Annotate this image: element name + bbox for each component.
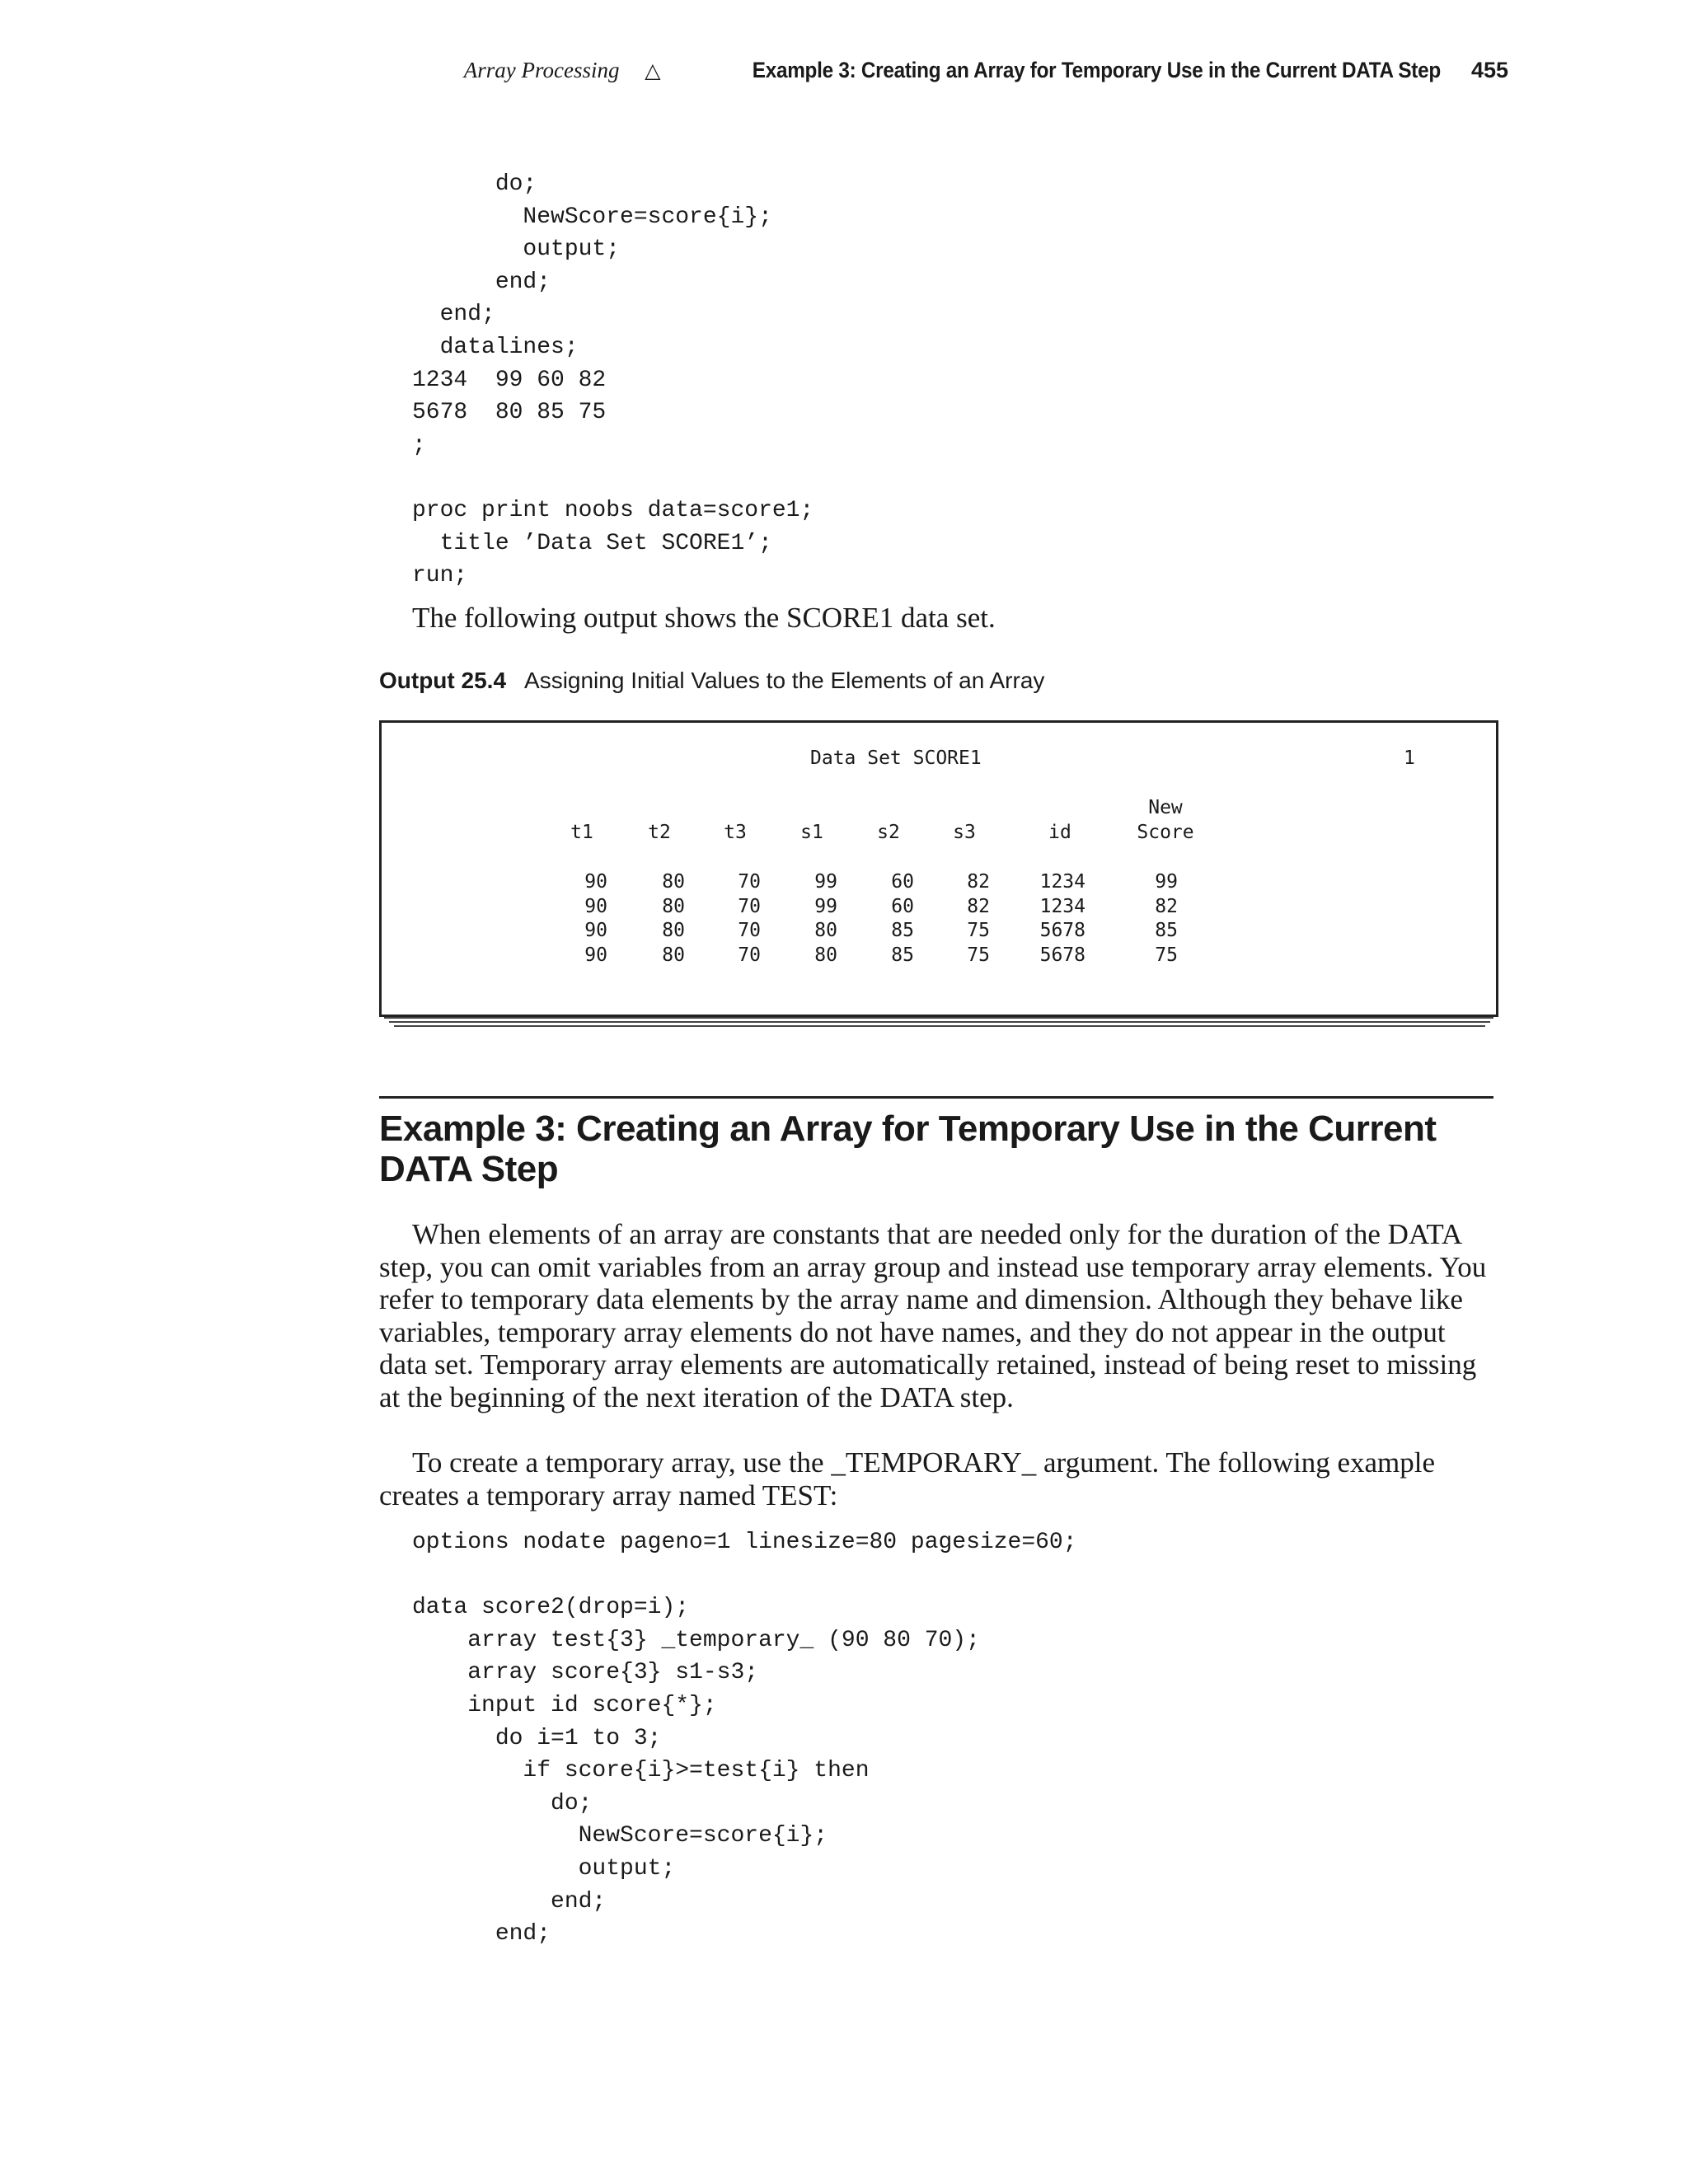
running-head bbox=[0, 58, 1508, 91]
table-cell: 1234 bbox=[1039, 896, 1085, 917]
column-header: t1 bbox=[570, 822, 593, 843]
table-cell: 90 bbox=[584, 920, 607, 941]
code-line: output; bbox=[412, 237, 621, 263]
table-cell: 85 bbox=[1155, 920, 1178, 941]
section-heading: Example 3: Creating an Array for Temporary Use in the Current DATA Step bbox=[379, 1108, 1437, 1189]
code-line: NewScore=score{i}; bbox=[412, 1823, 828, 1849]
table-cell: 5678 bbox=[1039, 920, 1085, 941]
code-line: title ’Data Set SCORE1’; bbox=[412, 530, 772, 556]
column-header: t3 bbox=[724, 822, 747, 843]
code-block-1 bbox=[412, 168, 814, 593]
code-line: if score{i}>=test{i} then bbox=[412, 1758, 870, 1784]
table-cell: 80 bbox=[814, 920, 837, 941]
code-block-2 bbox=[412, 1526, 1077, 1951]
code-line: end; bbox=[412, 1888, 607, 1915]
table-cell: 80 bbox=[662, 920, 685, 941]
column-header: Score bbox=[1137, 822, 1194, 843]
code-line: do; bbox=[412, 171, 537, 197]
code-line: datalines; bbox=[412, 334, 579, 360]
code-line: array score{3} s1-s3; bbox=[412, 1660, 759, 1686]
column-header: s1 bbox=[800, 822, 823, 843]
table-cell: 70 bbox=[738, 944, 761, 966]
output-listing-box bbox=[379, 720, 1498, 1017]
box-shadow-line bbox=[384, 1017, 1493, 1019]
table-cell: 82 bbox=[967, 896, 990, 917]
running-head-section: Array Processing bbox=[463, 58, 620, 82]
box-shadow-line bbox=[389, 1021, 1490, 1023]
table-cell: 99 bbox=[814, 896, 837, 917]
column-header-top: New bbox=[1148, 797, 1183, 818]
running-head-title: Example 3: Creating an Array for Temporary Use in the Current DATA Step bbox=[753, 58, 1442, 82]
table-cell: 80 bbox=[662, 871, 685, 893]
table-cell: 90 bbox=[584, 871, 607, 893]
table-cell: 60 bbox=[891, 871, 914, 893]
output-caption-text: Assigning Initial Values to the Elements of an Array bbox=[524, 668, 1045, 693]
code-line: NewScore=score{i}; bbox=[412, 204, 772, 230]
column-header: t2 bbox=[648, 822, 671, 843]
table-cell: 80 bbox=[662, 896, 685, 917]
code-line: 5678 80 85 75 bbox=[412, 400, 607, 426]
table-cell: 99 bbox=[1155, 871, 1178, 893]
output-page-number: 1 bbox=[1404, 748, 1415, 769]
section-rule bbox=[379, 1096, 1493, 1099]
column-header: s2 bbox=[877, 822, 900, 843]
code-line: input id score{*}; bbox=[412, 1692, 717, 1718]
table-cell: 5678 bbox=[1039, 944, 1085, 966]
table-cell: 85 bbox=[891, 920, 914, 941]
triangle-icon: △ bbox=[645, 59, 661, 82]
code-line: end; bbox=[412, 269, 551, 295]
code-line: end; bbox=[412, 1921, 551, 1947]
table-cell: 82 bbox=[967, 871, 990, 893]
table-cell: 1234 bbox=[1039, 871, 1085, 893]
table-cell: 70 bbox=[738, 896, 761, 917]
table-cell: 70 bbox=[738, 920, 761, 941]
page-number: 455 bbox=[1470, 58, 1508, 82]
code-line: end; bbox=[412, 302, 495, 328]
paragraph-2: To create a temporary array, use the _TEMPORARY_ argument. The following example creates a temporary array named TEST: bbox=[379, 1446, 1435, 1511]
code-line: ; bbox=[412, 432, 426, 458]
paragraph-1: When elements of an array are constants that are needed only for the duration of the DATA step, you can omit variables from an array group and instead use temporary array elements. You refer to temporary data elements by the array name and dimension. Although they behave like variables, temporary array elements do not have names, and they do not appear in the output data set. Temporary array elements are automatically retained, instead of being reset to missing at the beginning of the next iteration of the DATA step. bbox=[379, 1218, 1487, 1413]
table-cell: 99 bbox=[814, 871, 837, 893]
table-cell: 90 bbox=[584, 944, 607, 966]
code-line: run; bbox=[412, 563, 468, 589]
column-header: s3 bbox=[953, 822, 976, 843]
code-line: do; bbox=[412, 1790, 593, 1816]
code-line bbox=[412, 462, 814, 494]
table-cell: 80 bbox=[662, 944, 685, 966]
code-line: proc print noobs data=score1; bbox=[412, 497, 814, 523]
table-cell: 82 bbox=[1155, 896, 1178, 917]
output-caption bbox=[379, 668, 1044, 694]
code-line: do i=1 to 3; bbox=[412, 1725, 662, 1751]
code-line: output; bbox=[412, 1855, 676, 1882]
table-cell: 75 bbox=[967, 920, 990, 941]
table-cell: 80 bbox=[814, 944, 837, 966]
code-line: 1234 99 60 82 bbox=[412, 367, 607, 393]
output-caption-number: Output 25.4 bbox=[379, 668, 507, 693]
box-shadow-line bbox=[394, 1025, 1485, 1027]
code-line: options nodate pageno=1 linesize=80 pagesize=60; bbox=[412, 1530, 1077, 1555]
code-line: array test{3} _temporary_ (90 80 70); bbox=[412, 1627, 980, 1653]
column-header: id bbox=[1048, 822, 1071, 843]
table-cell: 75 bbox=[967, 944, 990, 966]
table-cell: 75 bbox=[1155, 944, 1178, 966]
intro-sentence: The following output shows the SCORE1 data set. bbox=[412, 602, 996, 634]
table-cell: 60 bbox=[891, 896, 914, 917]
table-cell: 90 bbox=[584, 896, 607, 917]
code-line: data score2(drop=i); bbox=[412, 1595, 690, 1621]
code-line bbox=[412, 1559, 1077, 1592]
table-cell: 85 bbox=[891, 944, 914, 966]
table-cell: 70 bbox=[738, 871, 761, 893]
output-title: Data Set SCORE1 bbox=[810, 748, 982, 769]
